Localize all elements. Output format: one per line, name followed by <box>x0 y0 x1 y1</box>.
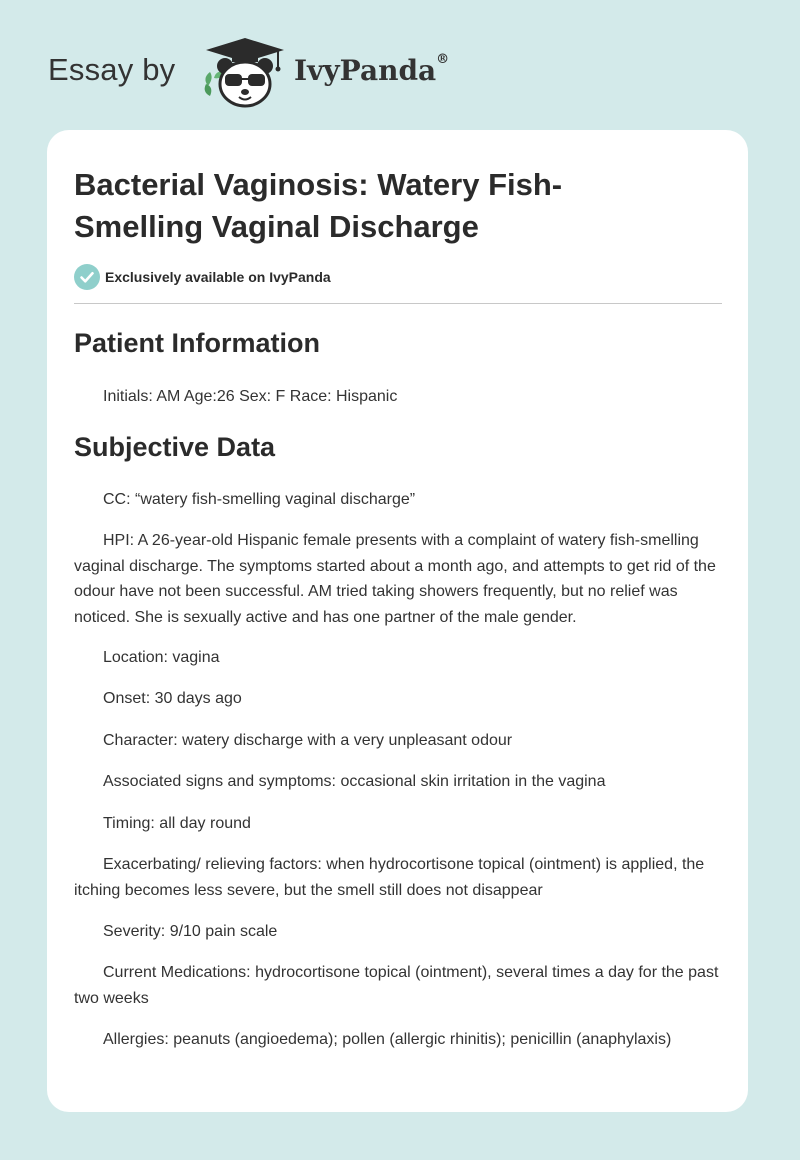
brand-header <box>48 34 508 110</box>
brand-prefix: Essay by <box>48 52 176 87</box>
paragraph-hpi: HPI: A 26-year-old Hispanic female presents with a complaint of watery fish-smelling vaginal discharge. The symptoms started about a month ago, and attempts to get rid of the odour have not been successful. AM tried taking showers frequently, but no relief was noticed. She is sexually active and has one partner of the male gender. <box>74 532 716 626</box>
article-card <box>47 130 748 1112</box>
section-heading-patient-information: Patient Information <box>74 328 321 358</box>
paragraph-severity: Severity: 9/10 pain scale <box>103 923 278 940</box>
brand-name <box>294 54 449 87</box>
paragraph-onset: Onset: 30 days ago <box>103 690 242 707</box>
paragraph-associated-symptoms: Associated signs and symptoms: occasional skin irritation in the vagina <box>103 773 606 790</box>
article-title: Bacterial Vaginosis: Watery Fish-Smelling Vaginal Discharge <box>74 167 563 244</box>
paragraph-allergies: Allergies: peanuts (angioedema); pollen (allergic rhinitis); penicillin (anaphylaxis) <box>103 1031 672 1048</box>
title-divider <box>74 303 722 304</box>
paragraph-exacerbating-factors: Exacerbating/ relieving factors: when hydrocortisone topical (ointment) is applied, the itching becomes less severe, but the smell still does not disappear <box>74 856 705 899</box>
check-circle-icon <box>74 264 100 290</box>
paragraph-character: Character: watery discharge with a very unpleasant odour <box>103 732 513 749</box>
brand-name-text: IvyPanda <box>294 54 437 87</box>
paragraph-location: Location: vagina <box>103 649 220 666</box>
registered-mark: ® <box>436 52 450 67</box>
paragraph-timing: Timing: all day round <box>103 815 251 832</box>
exclusive-badge <box>74 264 331 290</box>
paragraph-chief-complaint: CC: “watery fish-smelling vaginal discharge” <box>103 491 416 508</box>
paragraph-current-medications: Current Medications: hydrocortisone topical (ointment), several times a day for the past two weeks <box>74 964 719 1007</box>
graduation-panda-icon <box>200 34 290 110</box>
paragraph-patient-initials: Initials: AM Age:26 Sex: F Race: Hispanic <box>103 388 398 405</box>
exclusive-text: Exclusively available on IvyPanda <box>105 269 331 285</box>
section-heading-subjective-data: Subjective Data <box>74 432 276 462</box>
